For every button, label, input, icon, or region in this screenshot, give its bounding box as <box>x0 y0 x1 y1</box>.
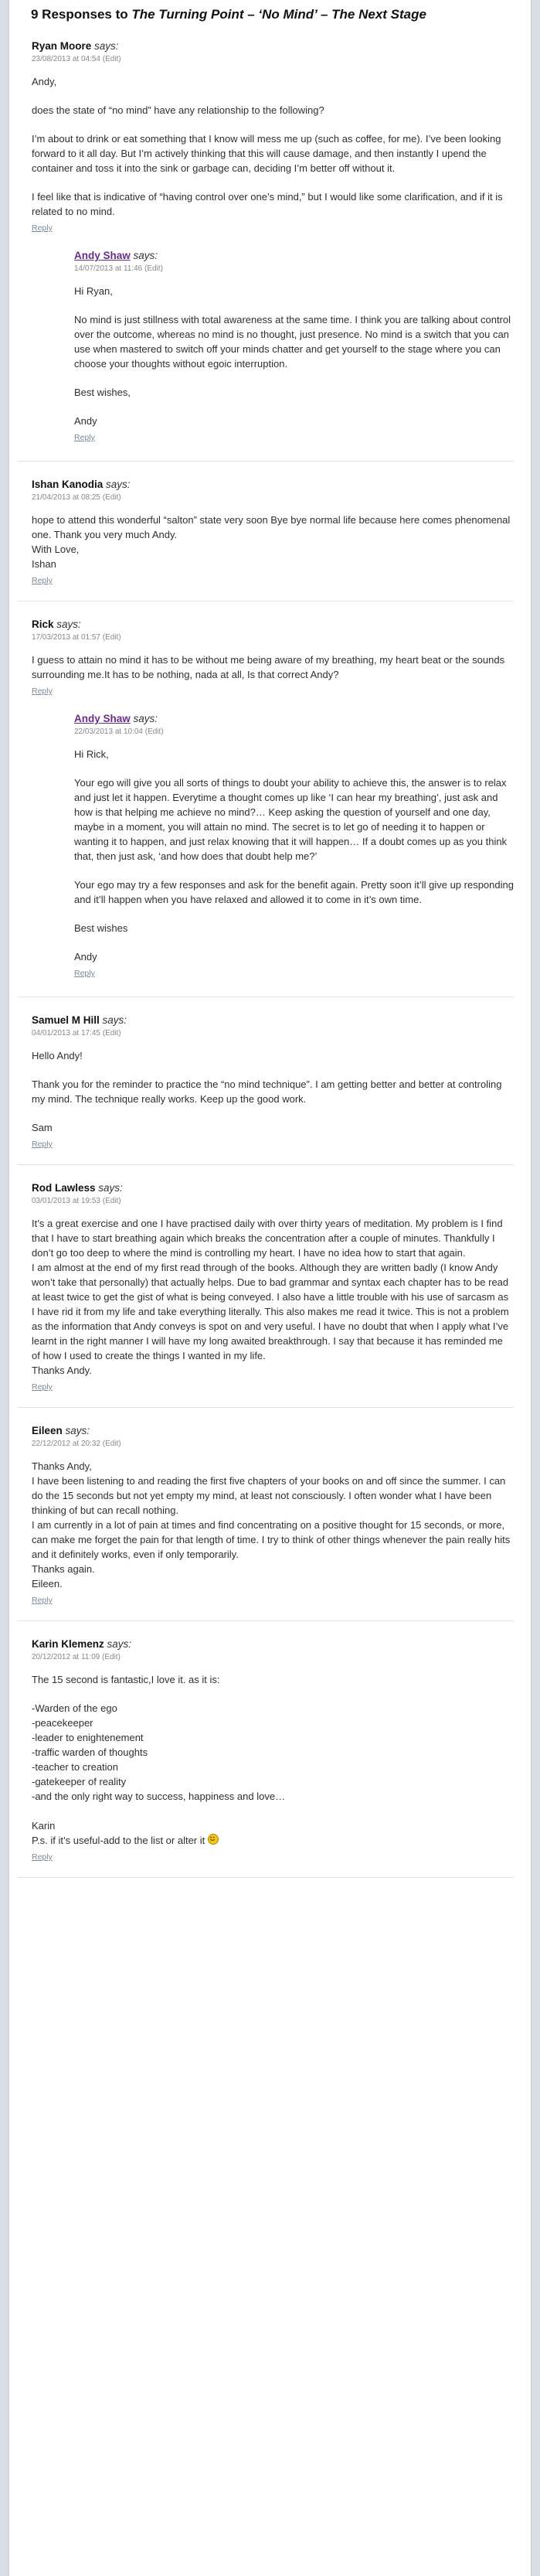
comment <box>17 997 514 1165</box>
comment <box>17 23 514 462</box>
comment-author: Ishan Kanodia says: <box>32 479 131 490</box>
comment-date[interactable]: 04/01/2013 at 17:45 (Edit) <box>32 1029 121 1038</box>
comment <box>17 601 514 997</box>
reply-comment <box>74 250 514 447</box>
page <box>8 0 532 2576</box>
comment-date[interactable]: 22/12/2012 at 20:32 (Edit) <box>32 1440 121 1448</box>
reply-link[interactable]: Reply <box>32 223 53 233</box>
author-link[interactable]: Andy Shaw <box>74 713 131 724</box>
comment-date[interactable]: 20/12/2012 at 11:09 (Edit) <box>32 1653 121 1661</box>
comment-body: Thanks Andy, I have been listening to and reading the first five chapters of your books on and off since the summer. I can do the 15 seconds but not yet empty my mind, at least not consciously. I often wonder what I have been thinking of but can recall nothing. I am currently in a lot of pain at times and find concentrating on a positive thought for 15 seconds, or more, can make me forget the pain for that length of time. I try to think of other things whenever the pain really hits and it definitely works, even if only temporarily. Thanks again. Eileen. <box>32 1460 511 1590</box>
comment-author: Rod Lawless says: <box>32 1182 123 1194</box>
reply-link[interactable]: Reply <box>32 576 53 585</box>
reply-link[interactable]: Reply <box>32 1140 53 1149</box>
comment <box>17 1165 514 1408</box>
responses-heading <box>9 0 531 23</box>
comment-author: Eileen says: <box>32 1425 90 1436</box>
reply-link[interactable]: Reply <box>32 687 53 696</box>
heading-prefix: 9 Responses to <box>31 7 132 22</box>
comment-body: It’s a great exercise and one I have practised daily with over thirty years of meditation. My problem is I find that I have to start breathing again which breaks the concentration after a couple of minutes. Thankfully I don’t go too deep to where the mind is controlling my heart. I have no idea how to start that again. I am almost at the end of my first read through of the books. Although they are written badly (I know Andy won’t take that personally) that actually helps. Due to bad grammar and syntax each chapter has to be read at least twice to get the gist of what is being conveyed. I also have a little trouble with his use of sarcasm as I have rid it from my life and take everything literally. This also makes me read it twice. This is not a problem as the information that Andy conveys is spot on and very useful. I have no doubt that when I apply what I’ve learnt in the right manner I will have my long awaited breakthrough. I say that because it has reminded me of how I used to create the things I wanted in my life. Thanks Andy. <box>32 1218 509 1376</box>
comment-date[interactable]: 21/04/2013 at 08:25 (Edit) <box>32 493 121 502</box>
comment-body: I guess to attain no mind it has to be without me being aware of my breathing, my heart beat or the sounds surrounding me.It has to be nothing, nada at all, Is that correct Andy? <box>32 654 505 680</box>
comment-date[interactable]: 23/08/2013 at 04:54 (Edit) <box>32 55 121 63</box>
comment-author: Samuel M Hill says: <box>32 1014 127 1026</box>
comment <box>17 1408 514 1621</box>
comment-author: Andy Shaw says: <box>74 713 158 724</box>
comment <box>17 462 514 601</box>
comment-body: Hello Andy! Thank you for the reminder to practice the “no mind technique”. I am getting better and better at controling my mind. The technique really works. Keep up the good work. Sam <box>32 1050 502 1133</box>
author-link[interactable]: Andy Shaw <box>74 250 131 261</box>
comment-date[interactable]: 03/01/2013 at 19:53 (Edit) <box>32 1197 121 1205</box>
reply-link[interactable]: Reply <box>32 1382 53 1392</box>
smiley-face-icon <box>208 1834 219 1845</box>
comment-author: Rick says: <box>32 618 81 630</box>
comment-body: Hi Rick, Your ego will give you all sorts of things to doubt your ability to achieve this, the answer is to relax and just let it happen. Everytime a thought comes up like ‘I can hear my breathing’, just ask and how is that helping me achieve no mind?… Keep asking the question of yourself and one day, maybe in a moment, you will attain no mind. The secret is to let go of needing it to happen or wanting it to happen, and just relax knowing that it will happen… If a doubt comes up as you think that, then just ask, ‘and how does that doubt help me?’ Your ego may try a few responses and ask for the benefit again. Pretty soon it’ll give up responding and it’ll happen when you have relaxed and allowed it to come in it’s own time. Best wishes Andy <box>74 748 514 963</box>
comment-author: Karin Klemenz says: <box>32 1638 132 1650</box>
comment-date[interactable]: 22/03/2013 at 10:04 (Edit) <box>74 727 164 736</box>
comment <box>17 1621 514 1878</box>
heading-title: The Turning Point – ‘No Mind’ – The Next Stage <box>131 7 426 22</box>
reply-link[interactable]: Reply <box>32 1596 53 1605</box>
comment-body: hope to attend this wonderful “salton” state very soon Bye bye normal life because here comes phenomenal one. Thank you very much Andy. With Love, Ishan <box>32 514 511 570</box>
reply-link[interactable]: Reply <box>74 433 95 442</box>
reply-comment <box>74 713 514 983</box>
comment-list <box>9 23 531 1878</box>
reply-link[interactable]: Reply <box>74 969 95 978</box>
comment-author: Andy Shaw says: <box>74 250 158 261</box>
reply-link[interactable]: Reply <box>32 1852 53 1862</box>
comment-body: Andy, does the state of “no mind” have any relationship to the following? I’m about to drink or eat something that I know will mess me up (such as coffee, for me). I’ve been looking forward to it all day. But I’m actively thinking that this will cause damage, and then instantly I upend the container and toss it into the sink or garbage can, deciding I’m better off without it. I feel like that is indicative of “having control over one’s mind,” but I would like some clarification, and if it is related to no mind. <box>32 76 503 217</box>
comment-author: Ryan Moore says: <box>32 40 119 52</box>
comment-date[interactable]: 17/03/2013 at 01:57 (Edit) <box>32 633 121 642</box>
comment-body: The 15 second is fantastic,I love it. as it is: -Warden of the ego -peacekeeper -leader to enightenement -traffic warden of thoughts -teacher to creation -gatekeeper of reality -and the only right way to success, happiness and love… Karin P.s. if it’s useful-add to the list or alter it <box>32 1674 286 1846</box>
comment-body: Hi Ryan, No mind is just stillness with total awareness at the same time. I think you are talking about control over the outcome, whereas no mind is no thought, just presence. No mind is a switch that you can use when mastered to switch off your minds chatter and get yourself to the stage where you can choose your thoughts without egoic interruption. Best wishes, Andy <box>74 285 511 427</box>
comment-date[interactable]: 14/07/2013 at 11:46 (Edit) <box>74 264 163 273</box>
